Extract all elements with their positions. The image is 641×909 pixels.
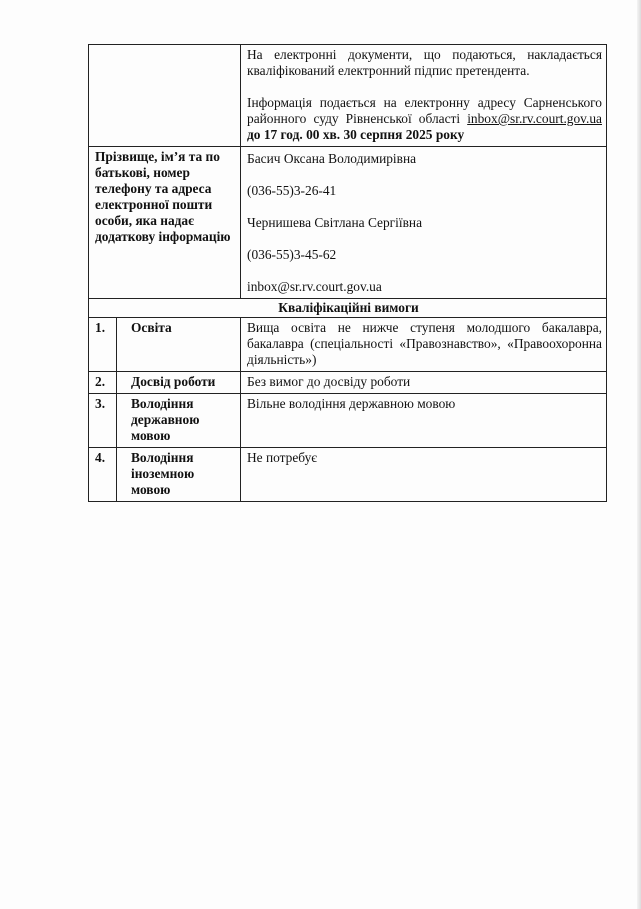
qualifications-header-row — [89, 299, 607, 318]
qualification-row — [89, 318, 607, 372]
signature-requirement-text: На електронні документи, що подаються, накладається кваліфікований електронний підпис претендента. — [247, 47, 602, 78]
qualification-label: Володіння державною мовою — [117, 394, 241, 448]
qualification-number: 1. — [89, 318, 117, 372]
contact-person-1-name: Басич Оксана Володимирівна — [247, 151, 417, 166]
qualification-value: Не потребує — [241, 448, 607, 502]
qualification-number: 4. — [89, 448, 117, 502]
submission-info-cell — [241, 45, 607, 147]
contact-email[interactable]: inbox@sr.rv.court.gov.ua — [247, 279, 382, 294]
court-email-link[interactable]: inbox@sr.rv.court.gov.ua — [467, 111, 602, 126]
competition-table — [88, 44, 607, 502]
qualification-row — [89, 372, 607, 394]
qualification-label: Володіння іноземною мовою — [117, 448, 241, 502]
contacts-row — [89, 147, 607, 299]
submission-row — [89, 45, 607, 147]
contact-person-1-phone: (036-55)3-26-41 — [247, 183, 337, 198]
contacts-label: Прізвище, ім’я та по батькові, номер телефону та адреса електронної пошти особи, яка надає додаткову інформацію — [89, 147, 241, 299]
contacts-cell — [241, 147, 607, 299]
qualification-row — [89, 448, 607, 502]
qualification-value: Вища освіта не нижче ступеня молодшого бакалавра, бакалавра (спеціальності «Правознавство», «Правоохоронна діяльність») — [241, 318, 607, 372]
qualification-number: 3. — [89, 394, 117, 448]
submission-deadline: до 17 год. 00 хв. 30 серпня 2025 року — [247, 127, 465, 142]
qualification-row — [89, 394, 607, 448]
submission-address-text — [247, 95, 602, 143]
submission-label-cell — [89, 45, 241, 147]
scan-edge — [637, 0, 641, 909]
qualification-number: 2. — [89, 372, 117, 394]
qualifications-title: Кваліфікаційні вимоги — [89, 299, 607, 318]
qualification-value: Без вимог до досвіду роботи — [241, 372, 607, 394]
qualification-value: Вільне володіння державною мовою — [241, 394, 607, 448]
contact-person-2-phone: (036-55)3-45-62 — [247, 247, 337, 262]
contact-person-2-name: Чернишева Світлана Сергіївна — [247, 215, 423, 230]
submission-address-intro: Інформація подається на електронну адресу Сарненського районного суду Рівненської області — [247, 95, 602, 126]
qualification-label: Досвід роботи — [117, 372, 241, 394]
qualification-label: Освіта — [117, 318, 241, 372]
